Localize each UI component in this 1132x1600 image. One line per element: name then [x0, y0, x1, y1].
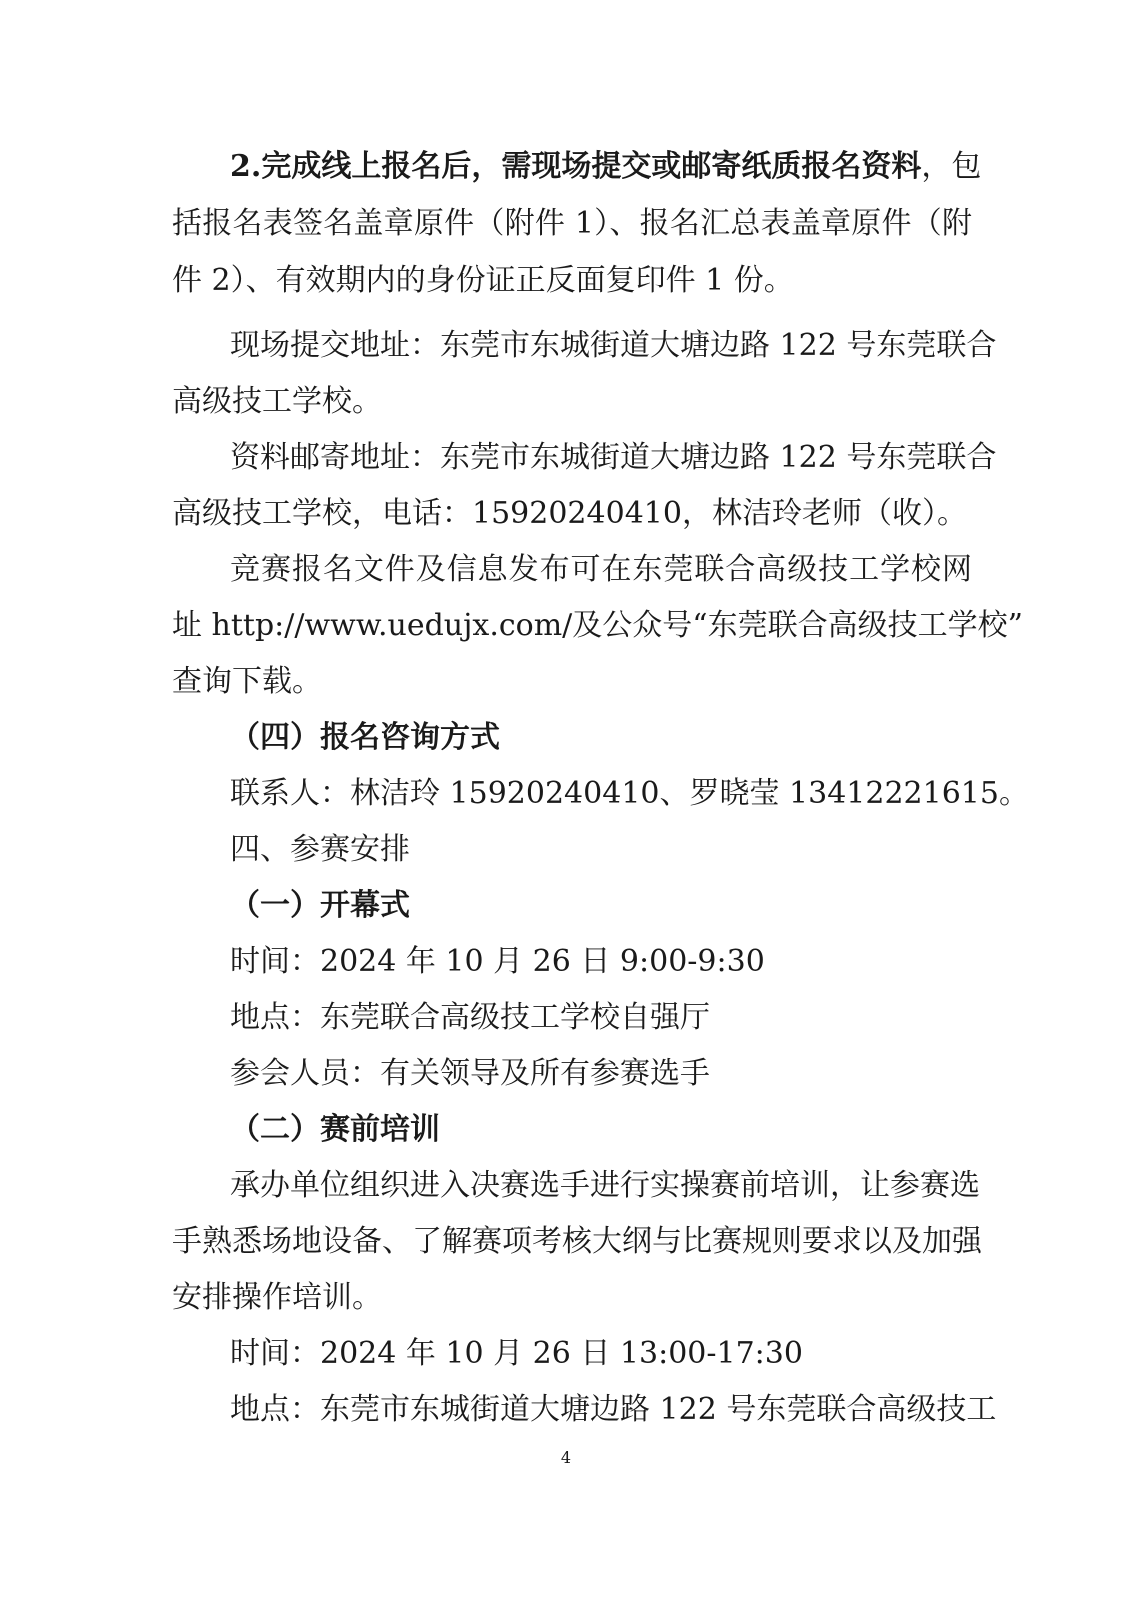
mail-address-line-2: 高级技工学校，电话：15920240410，林洁玲老师（收）。	[172, 496, 967, 531]
section4-title: 四、参赛安排	[230, 832, 410, 867]
submission-bold-text: 2.完成线上报名后，需现场提交或邮寄纸质报名资料	[230, 149, 922, 184]
training-heading: （二）赛前培训	[230, 1112, 440, 1147]
onsite-address-line-2: 高级技工学校。	[172, 384, 382, 419]
training-line-3: 安排操作培训。	[172, 1280, 382, 1315]
mail-address-line-1: 资料邮寄地址：东莞市东城街道大塘边路 122 号东莞联合	[230, 440, 997, 475]
opening-place: 地点：东莞联合高级技工学校自强厅	[230, 1000, 710, 1035]
consult-contact: 联系人：林洁玲 15920240410、罗晓莹 13412221615。	[230, 776, 1029, 811]
submission-rest-text: ，包	[921, 149, 982, 184]
submission-line-3: 件 2）、有效期内的身份证正反面复印件 1 份。	[172, 263, 794, 298]
training-line-1: 承办单位组织进入决赛选手进行实操赛前培训，让参赛选	[230, 1168, 980, 1203]
consult-heading: （四）报名咨询方式	[230, 720, 500, 755]
onsite-address-line-1: 现场提交地址：东莞市东城街道大塘边路 122 号东莞联合	[230, 328, 997, 363]
opening-attendees: 参会人员：有关领导及所有参赛选手	[230, 1056, 710, 1091]
training-place: 地点：东莞市东城街道大塘边路 122 号东莞联合高级技工	[230, 1392, 997, 1427]
training-time: 时间：2024 年 10 月 26 日 13:00-17:30	[230, 1336, 803, 1371]
page-number: 4	[560, 1448, 572, 1467]
submission-line-1	[230, 145, 982, 189]
training-line-2: 手熟悉场地设备、了解赛项考核大纲与比赛规则要求以及加强	[172, 1224, 982, 1259]
publication-line-1: 竞赛报名文件及信息发布可在东莞联合高级技工学校网	[230, 552, 972, 587]
opening-time: 时间：2024 年 10 月 26 日 9:00-9:30	[230, 944, 765, 979]
publication-line-2: 址 http://www.uedujx.com/及公众号“东莞联合高级技工学校”	[172, 608, 1023, 643]
publication-line-3: 查询下载。	[172, 664, 322, 699]
opening-heading: （一）开幕式	[230, 888, 410, 923]
submission-line-2: 括报名表签名盖章原件（附件 1）、报名汇总表盖章原件（附	[172, 206, 972, 241]
